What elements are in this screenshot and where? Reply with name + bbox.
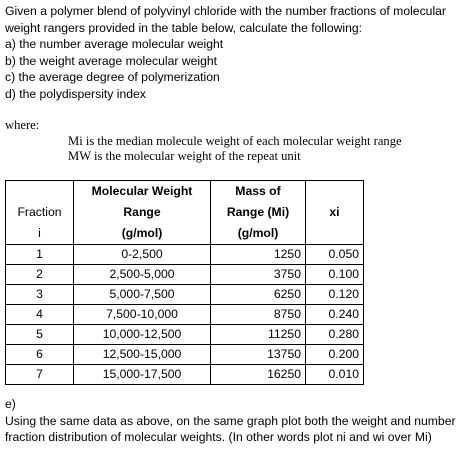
xi-cell: 0.280	[306, 325, 364, 345]
header-cell: Mass of	[211, 181, 306, 203]
xi-cell: 0.100	[306, 265, 364, 285]
header-cell: Fraction	[6, 202, 74, 223]
fraction-cell: 4	[6, 305, 74, 325]
fraction-cell: 7	[6, 365, 74, 385]
mi-cell: 6250	[211, 285, 306, 305]
table-row	[6, 265, 364, 285]
xi-cell: 0.010	[306, 365, 364, 385]
table-row	[6, 325, 364, 345]
range-cell: 7,500-10,000	[74, 305, 211, 325]
header-row-3	[6, 223, 364, 245]
fraction-cell: 2	[6, 265, 74, 285]
range-cell: 12,500-15,000	[74, 345, 211, 365]
definition-mi: Mi is the median molecule weight of each molecular weight range	[68, 134, 402, 148]
range-cell: 0-2,500	[74, 245, 211, 265]
item-c: c) the average degree of polymerization	[5, 70, 220, 84]
item-a: a) the number average molecular weight	[5, 37, 224, 51]
part-e-label: e)	[5, 397, 16, 411]
xi-cell: 0.120	[306, 285, 364, 305]
header-cell	[306, 223, 364, 245]
range-cell: 15,000-17,500	[74, 365, 211, 385]
header-cell: (g/mol)	[211, 223, 306, 245]
fraction-cell: 1	[6, 245, 74, 265]
xi-cell: 0.200	[306, 345, 364, 365]
mi-cell: 16250	[211, 365, 306, 385]
item-d: d) the polydispersity index	[5, 86, 146, 101]
definitions	[68, 134, 402, 164]
where-label: where:	[5, 118, 40, 132]
header-cell: Range	[74, 202, 211, 223]
mi-cell: 3750	[211, 265, 306, 285]
mi-cell: 8750	[211, 305, 306, 325]
xi-cell: 0.240	[306, 305, 364, 325]
fraction-cell: 6	[6, 345, 74, 365]
range-cell: 2,500-5,000	[74, 265, 211, 285]
mi-cell: 1250	[211, 245, 306, 265]
item-b: b) the weight average molecular weight	[5, 53, 218, 68]
part-e-line-1: Using the same data as above, on the same graph plot both the weight and number	[5, 413, 456, 428]
header-cell: i	[6, 223, 74, 245]
mi-cell: 11250	[211, 325, 306, 345]
mi-cell: 13750	[211, 345, 306, 365]
part-e-line-2: fraction distribution of molecular weights. (In other words plot ni and wi over Mi)	[5, 430, 432, 444]
header-row-2	[6, 202, 364, 223]
header-cell: (g/mol)	[74, 223, 211, 245]
header-cell	[6, 181, 74, 203]
table-row	[6, 365, 364, 385]
table-row	[6, 285, 364, 305]
molecular-weight-table	[5, 180, 364, 385]
header-cell	[306, 181, 364, 203]
part-e	[5, 396, 471, 446]
header-cell: Molecular Weight	[74, 181, 211, 203]
intro-line-1: Given a polymer blend of polyvinyl chloride with the number fractions of molecular	[5, 4, 446, 18]
header-cell: xi	[306, 202, 364, 223]
intro-line-2: weight rangers provided in the table below, calculate the following:	[5, 20, 363, 35]
table-row	[6, 345, 364, 365]
problem-statement	[5, 3, 471, 102]
range-cell: 5,000-7,500	[74, 285, 211, 305]
table-row	[6, 245, 364, 265]
header-cell: Range (Mi)	[211, 202, 306, 223]
fraction-cell: 3	[6, 285, 74, 305]
range-cell: 10,000-12,500	[74, 325, 211, 345]
table-row	[6, 305, 364, 325]
xi-cell: 0.050	[306, 245, 364, 265]
header-row-1	[6, 181, 364, 203]
definition-mw: MW is the molecular weight of the repeat unit	[68, 149, 301, 163]
fraction-cell: 5	[6, 325, 74, 345]
